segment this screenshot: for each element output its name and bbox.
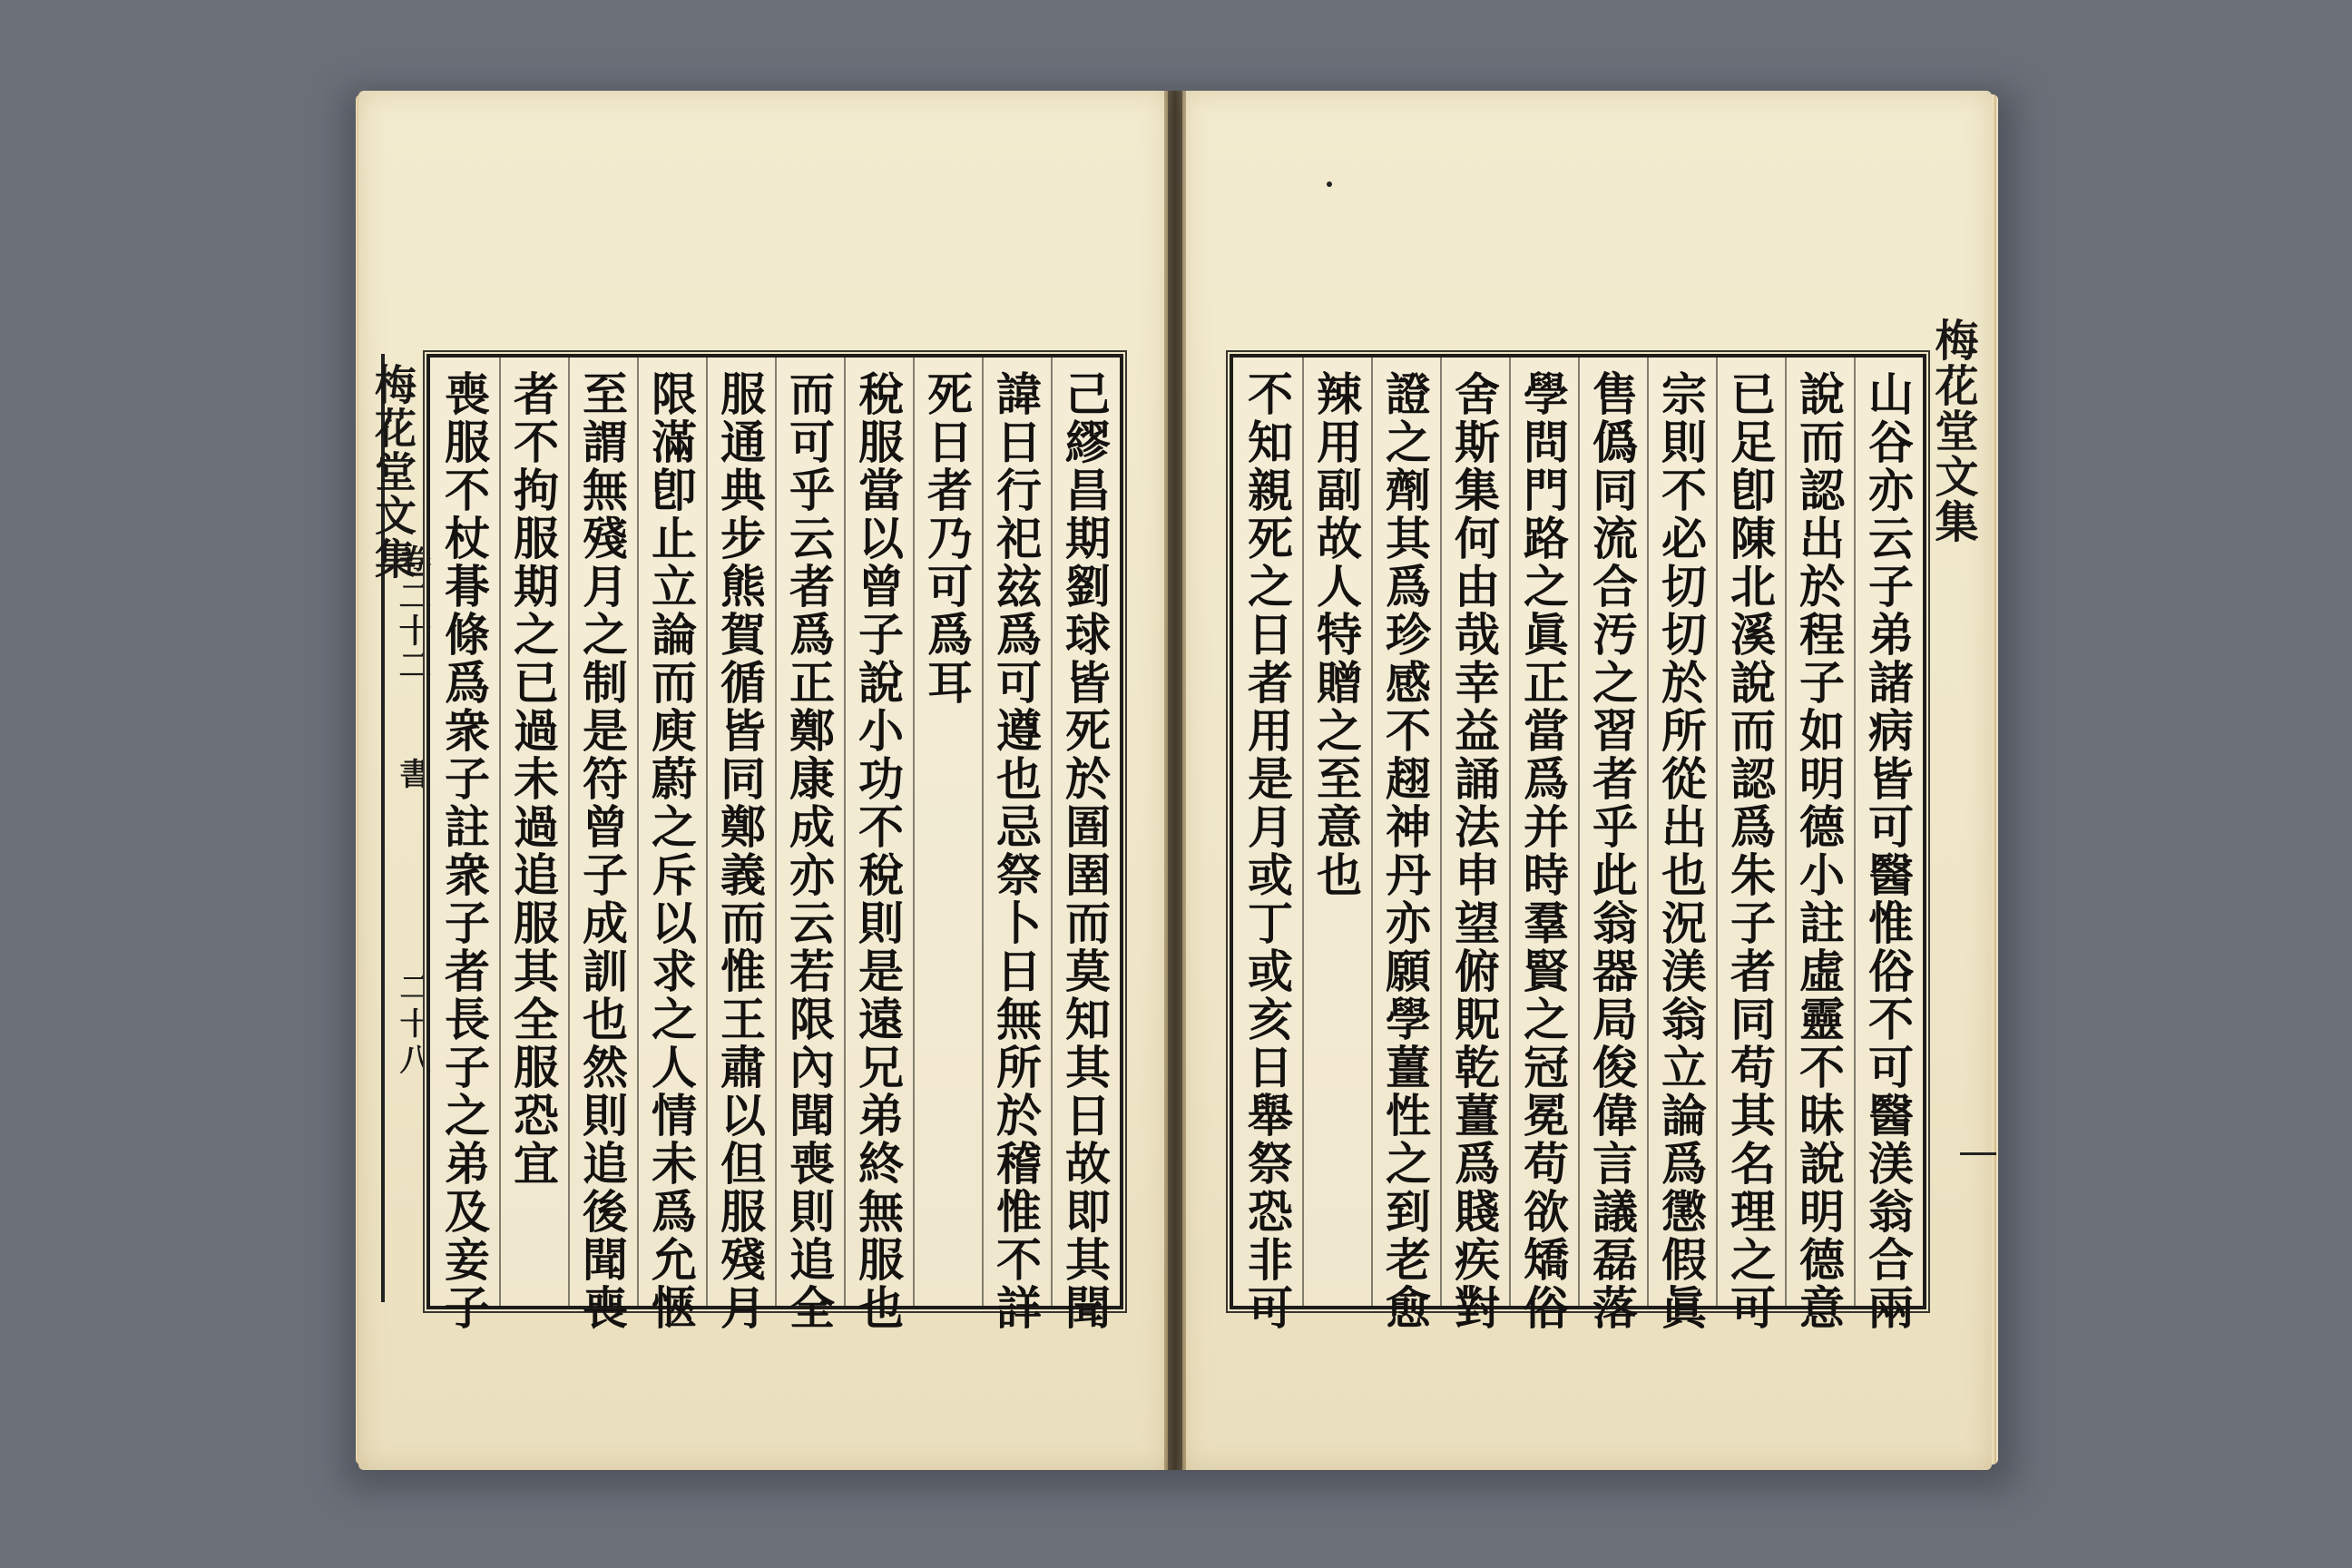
- text-column: 說而認出於程子如明德小註虛靈不昧說明德意: [1792, 370, 1846, 1332]
- text-column: 者不拘服期之已過未過追服其全服恐宜: [506, 370, 560, 1188]
- left-margin-title: 梅花堂文集: [368, 363, 417, 581]
- column-rule: [1509, 358, 1511, 1306]
- text-column: 售僞同流合汚之習者乎此翁器局俊偉言議磊落: [1585, 370, 1639, 1332]
- text-column: 諱日行祀玆爲可遵也忌祭卜日無所於稽惟不詳: [989, 370, 1043, 1332]
- column-rule: [568, 358, 570, 1306]
- left-margin-section: 書: [394, 758, 430, 789]
- text-column: 辣用副故人特贈之至意也: [1309, 370, 1363, 899]
- right-margin-title: 梅花堂文集: [1927, 318, 1978, 544]
- column-rule: [1716, 358, 1718, 1306]
- text-column: 不知親死之日者用是月或丁或亥日舉祭恐非可: [1240, 370, 1294, 1332]
- text-column: 稅服當以曾子說小功不稅則是遠兄弟終無服也: [851, 370, 905, 1332]
- column-rule: [1440, 358, 1442, 1306]
- text-column: 舍斯集何由哉幸益誦法申望俯貺乾薑爲賤疾對: [1447, 370, 1501, 1332]
- left-margin-page-number: 二十八: [394, 971, 430, 1080]
- column-rule: [844, 358, 846, 1306]
- text-column: 證之劑其爲珍感不趐神丹亦願學薑性之到老愈: [1378, 370, 1432, 1332]
- column-rule: [982, 358, 984, 1306]
- column-rule: [1785, 358, 1787, 1306]
- ink-speck: [1327, 181, 1332, 187]
- column-rule: [706, 358, 708, 1306]
- text-column: 喪服不杖朞條爲衆子註衆子者長子之弟及妾子: [437, 370, 491, 1332]
- text-column: 服通典步熊賀循皆同鄭義而惟王肅以但服殘月: [713, 370, 767, 1332]
- left-text-frame: [426, 354, 1123, 1332]
- column-rule: [775, 358, 777, 1306]
- right-margin-mark: [1960, 1152, 1996, 1155]
- text-column: 山谷亦云子弟諸病皆可醫惟俗不可醫渼翁合兩: [1861, 370, 1915, 1332]
- text-column: 己繆昌期劉球皆死於圄圉而莫知其日故即其聞: [1058, 370, 1112, 1332]
- text-column: 至謂無殘月之制是符曾子成訓也然則追後聞喪: [575, 370, 629, 1332]
- column-rule: [1302, 358, 1304, 1306]
- text-column: 而可乎云者爲正鄭康成亦云若限內聞喪則追全: [782, 370, 836, 1332]
- text-column: 限滿卽止立論而庾蔚之斥以求之人情未爲允愜: [644, 370, 698, 1332]
- column-rule: [1578, 358, 1580, 1306]
- column-rule: [913, 358, 915, 1306]
- column-rule: [499, 358, 501, 1306]
- text-column: 死日者乃可爲耳: [920, 370, 974, 707]
- text-column: 已足卽陳北溪說而認爲朱子者同苟其名理之可: [1723, 370, 1777, 1332]
- text-column: 學問門路之眞正當爲并時羣賢之冠冕苟欲矯俗: [1516, 370, 1570, 1332]
- text-column: 宗則不必切切於所從出也況渼翁立論爲懲假眞: [1654, 370, 1708, 1332]
- left-margin-volume: 卷二十二: [394, 544, 432, 682]
- right-text-frame: [1230, 354, 1926, 1332]
- column-rule: [637, 358, 639, 1306]
- column-rule: [1854, 358, 1856, 1306]
- column-rule: [1647, 358, 1649, 1306]
- column-rule: [1371, 358, 1373, 1306]
- book-gutter: [1164, 91, 1186, 1470]
- column-rule: [1051, 358, 1053, 1306]
